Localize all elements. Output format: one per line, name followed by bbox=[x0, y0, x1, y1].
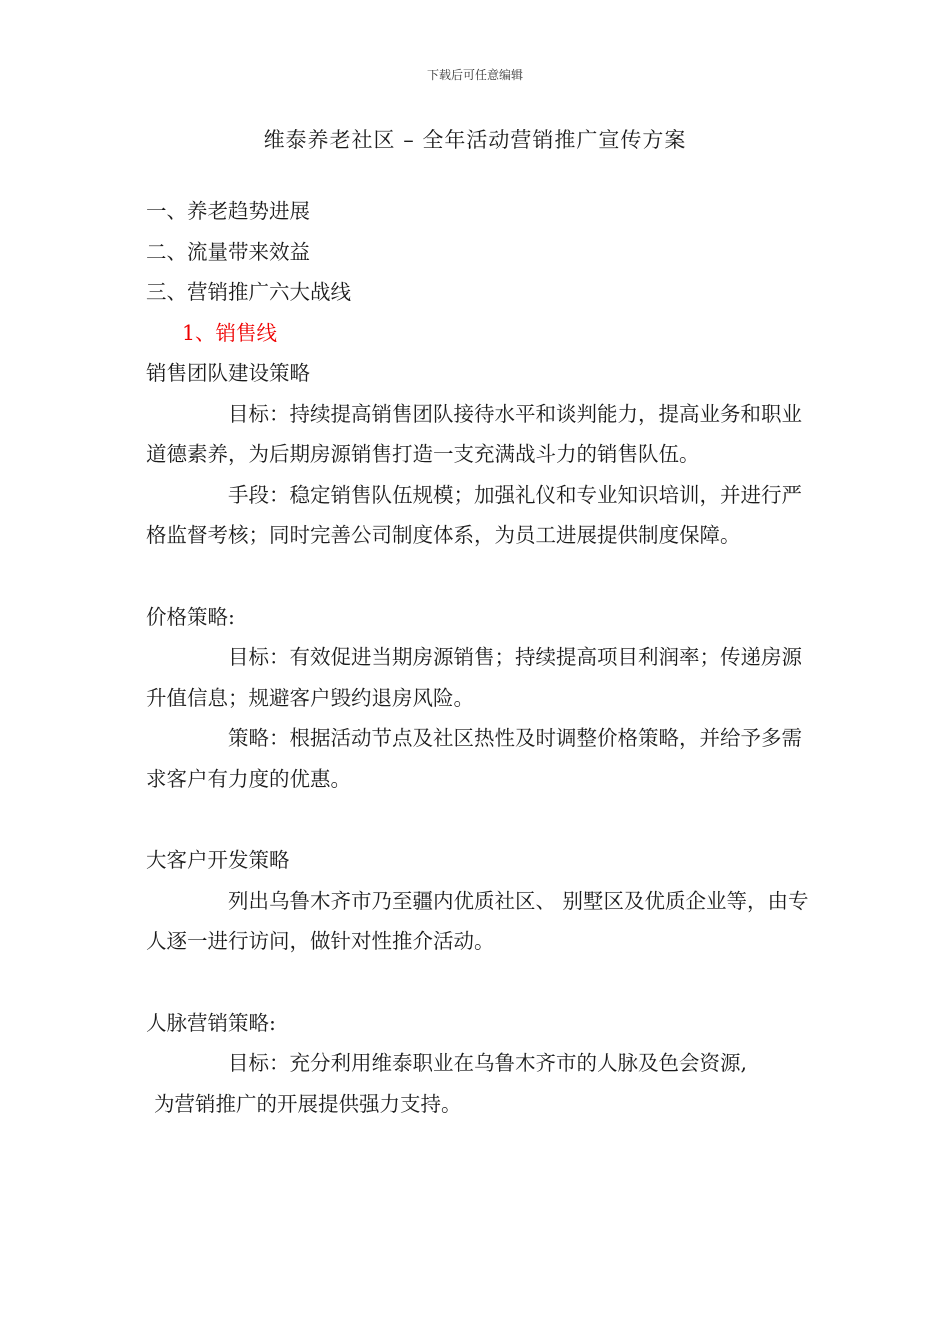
header-note: 下载后可任意编辑 bbox=[426, 68, 523, 82]
paragraph-sales-team-means: 手段：稳定销售队伍规模；加强礼仪和专业知识培训，并进行严格监督考核；同时完善公司制度体系，为员工进展提供制度保障。 bbox=[146, 482, 802, 547]
paragraph-network-goal-line2: 为营销推广的开展提供强力支持。 bbox=[154, 1091, 462, 1116]
paragraph-price-strategy: 策略：根据活动节点及社区热性及时调整价格策略，并给予多需求客户有力度的优惠。 bbox=[146, 726, 802, 791]
paragraph-price-goal: 目标：有效促进当期房源销售；持续提高项目利润率；传递房源升值信息；规避客户毁约退房风险。 bbox=[146, 645, 802, 710]
document-body bbox=[146, 191, 810, 1124]
section-heading-sales-team: 销售团队建设策略 bbox=[146, 361, 310, 385]
section-heading-network: 人脉营销策略: bbox=[146, 1010, 276, 1035]
document-title: 维泰养老社区 – 全年活动营销推广宣传方案 bbox=[263, 128, 687, 152]
outline-item: 二、流量带来效益 bbox=[146, 239, 310, 264]
paragraph-key-accounts: 列出乌鲁木齐市乃至疆内优质社区、 别墅区及优质企业等，由专人逐一进行访问，做针对性推介活动。 bbox=[146, 888, 809, 953]
outline-item: 三、营销推广六大战线 bbox=[146, 280, 351, 304]
sub-heading-sales-line: 1、销售线 bbox=[182, 320, 278, 345]
outline-item: 一、养老趋势进展 bbox=[146, 199, 310, 223]
paragraph-sales-team-goal: 目标：持续提高销售团队接待水平和谈判能力，提高业务和职业道德素养，为后期房源销售打造一支充满战斗力的销售队伍。 bbox=[146, 401, 802, 466]
section-heading-key-accounts: 大客户开发策略 bbox=[146, 848, 290, 872]
spacer bbox=[146, 556, 810, 597]
spacer bbox=[146, 962, 810, 1003]
spacer bbox=[146, 799, 810, 840]
paragraph-network-goal-line1: 目标：充分利用维泰职业在乌鲁木齐市的人脉及色会资源, bbox=[228, 1051, 748, 1075]
section-heading-price: 价格策略: bbox=[146, 604, 235, 629]
